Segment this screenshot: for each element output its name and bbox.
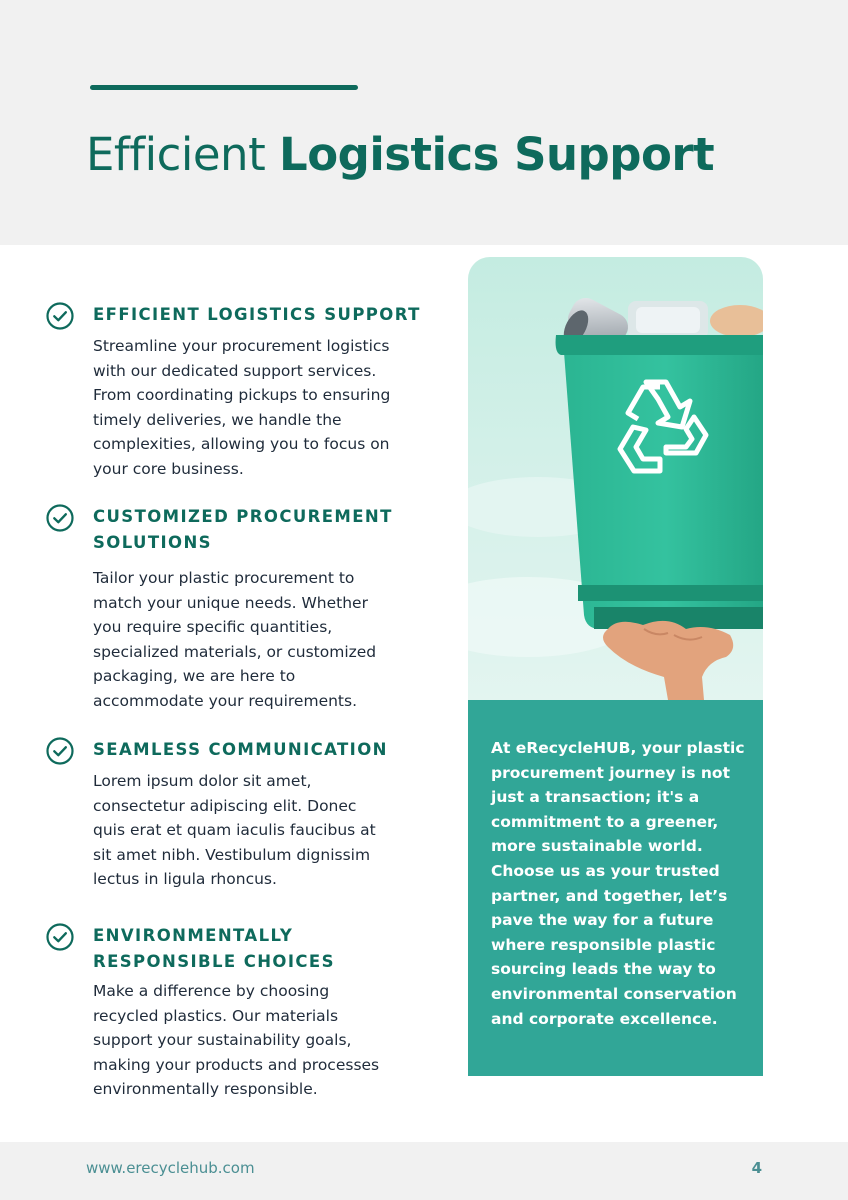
- check-circle-icon: [46, 302, 74, 330]
- feature-efficient-logistics: [46, 302, 426, 482]
- check-circle-icon: [46, 737, 74, 765]
- check-circle-icon: [46, 504, 74, 532]
- feature-title: SEAMLESS COMMUNICATION: [93, 740, 388, 759]
- feature-environmentally-responsible: [46, 923, 426, 1102]
- feature-seamless-communication: [46, 737, 426, 892]
- quote-box: [468, 700, 763, 1076]
- page-title-light: Efficient: [86, 128, 266, 181]
- page-header: [0, 0, 848, 245]
- header-rule: [90, 85, 358, 90]
- feature-body: Tailor your plastic procurement to match your unique needs. Whether you require specific quantities, specialized materials, or customized packaging, we are here to accommodate your requirements.: [93, 569, 377, 710]
- feature-body: Streamline your procurement logistics with our dedicated support services. From coordinating pickups to ensuring timely deliveries, we handle the complexities, allowing you to focus on your core business.: [93, 337, 391, 478]
- feature-title: EFFICIENT LOGISTICS SUPPORT: [93, 305, 421, 324]
- feature-title: ENVIRONMENTALLY RESPONSIBLE CHOICES: [93, 926, 335, 971]
- page-number: 4: [751, 1159, 762, 1177]
- page-title-bold: Logistics Support: [279, 128, 715, 181]
- footer-url[interactable]: www.erecyclehub.com: [86, 1159, 255, 1177]
- check-circle-icon: [46, 923, 74, 951]
- recycling-bin-illustration: [468, 257, 763, 700]
- feature-body: Make a difference by choosing recycled plastics. Our materials support your sustainability goals, making your products and processes environmentally responsible.: [93, 982, 380, 1099]
- quote-text: At eRecycleHUB, your plastic procurement journey is not just a transaction; it's a commitment to a greener, more sustainable world. Choose us as your trusted partner, and together, let’s pave the way for a future where responsible plastic sourcing leads the way to environmental conservation and corporate excellence.: [491, 739, 745, 1028]
- recycling-bin-photo: [468, 257, 763, 700]
- page-title: [86, 124, 714, 186]
- feature-title: CUSTOMIZED PROCUREMENT SOLUTIONS: [93, 507, 393, 552]
- feature-customized-procurement: [46, 504, 426, 714]
- feature-body: Lorem ipsum dolor sit amet, consectetur adipiscing elit. Donec quis erat et quam iaculis faucibus at sit amet nibh. Vestibulum dignissim lectus in ligula rhoncus.: [93, 772, 376, 889]
- page-footer: [0, 1142, 848, 1200]
